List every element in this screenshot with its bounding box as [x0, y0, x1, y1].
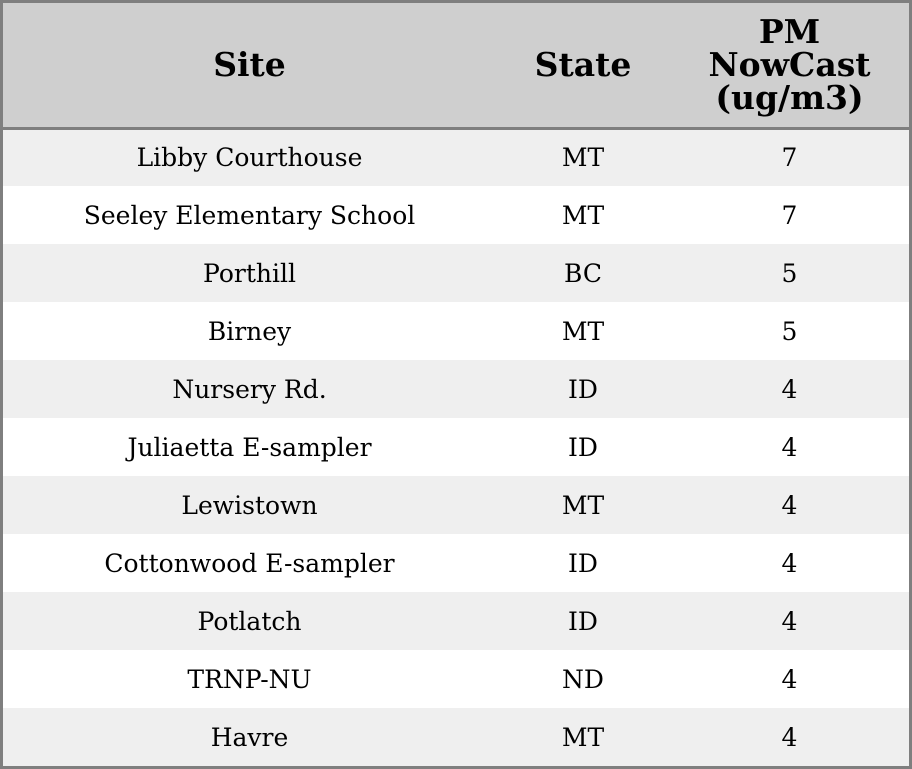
cell-state: ID	[568, 606, 598, 636]
cell-site: TRNP-NU	[187, 664, 312, 694]
cell-state: ID	[568, 548, 598, 578]
cell-pm-nowcast: 4	[781, 664, 798, 694]
cell-site: Porthill	[203, 258, 296, 288]
cell-site: Havre	[210, 722, 289, 752]
table-row	[3, 418, 909, 476]
cell-state: ID	[568, 374, 598, 404]
cell-pm-nowcast: 5	[781, 258, 798, 288]
table-row	[3, 708, 909, 766]
cell-state: BC	[564, 258, 602, 288]
table-body	[3, 128, 909, 766]
cell-site: Birney	[207, 316, 292, 346]
cell-state: ID	[568, 432, 598, 462]
cell-pm-nowcast: 4	[781, 490, 798, 520]
cell-pm-nowcast: 4	[781, 722, 798, 752]
table-row	[3, 534, 909, 592]
cell-site: Potlatch	[197, 606, 302, 636]
cell-site: Seeley Elementary School	[83, 200, 416, 230]
cell-state: MT	[561, 316, 605, 346]
cell-state: MT	[561, 722, 605, 752]
table-row	[3, 186, 909, 244]
cell-site: Libby Courthouse	[136, 143, 363, 173]
header-pm-line-1: PM	[758, 12, 821, 52]
cell-state: MT	[561, 143, 605, 173]
cell-state: ND	[562, 664, 604, 694]
table-row	[3, 128, 909, 186]
table-header	[3, 3, 909, 128]
cell-pm-nowcast: 4	[781, 606, 798, 636]
cell-state: MT	[561, 490, 605, 520]
header-site: Site	[3, 3, 496, 128]
cell-pm-nowcast: 7	[781, 200, 798, 230]
cell-site: Cottonwood E-sampler	[104, 548, 395, 578]
cell-site: Lewistown	[181, 490, 318, 520]
cell-site: Nursery Rd.	[172, 374, 327, 404]
cell-pm-nowcast: 5	[781, 316, 798, 346]
header-pm-line-3: (ug/m3)	[715, 78, 864, 118]
header-pm-line-2: NowCast	[708, 45, 871, 85]
cell-pm-nowcast: 4	[781, 374, 798, 404]
header-pm-nowcast	[670, 3, 909, 128]
table-row	[3, 302, 909, 360]
header-row	[3, 3, 909, 128]
table-row	[3, 592, 909, 650]
pm-nowcast-table	[3, 3, 909, 766]
cell-pm-nowcast: 4	[781, 432, 798, 462]
cell-pm-nowcast: 7	[781, 143, 798, 173]
table-row	[3, 360, 909, 418]
cell-state: MT	[561, 200, 605, 230]
cell-site: Juliaetta E-sampler	[127, 432, 372, 462]
header-state: State	[496, 3, 670, 128]
table-row	[3, 244, 909, 302]
cell-pm-nowcast: 4	[781, 548, 798, 578]
table-row	[3, 650, 909, 708]
table-row	[3, 476, 909, 534]
